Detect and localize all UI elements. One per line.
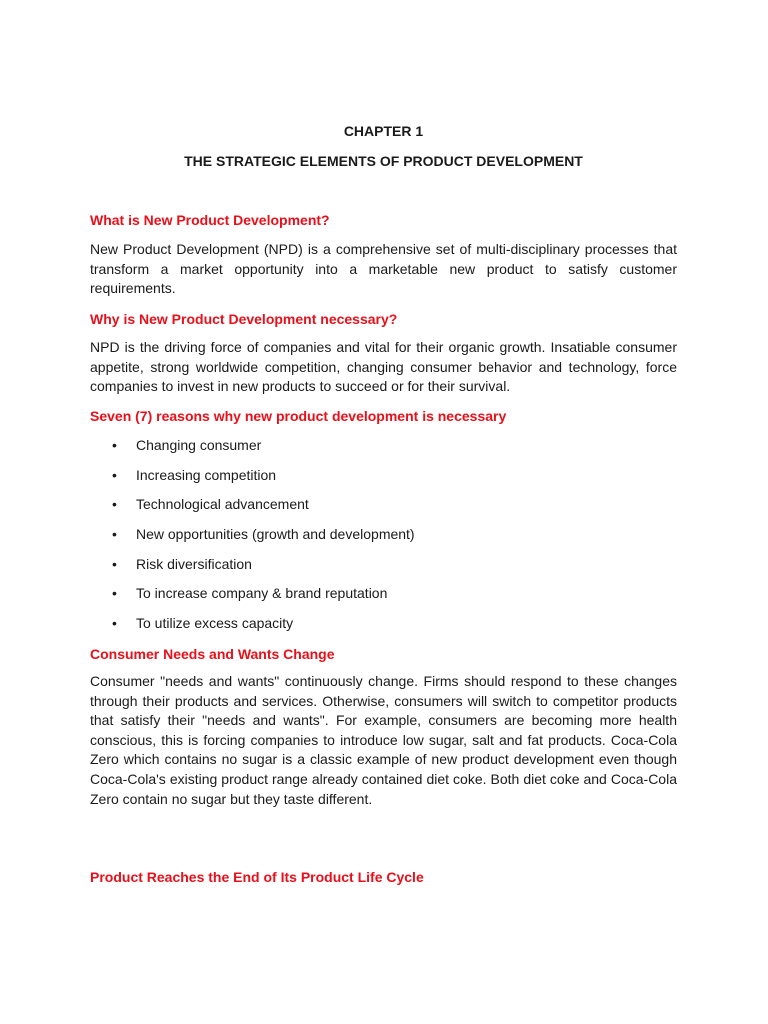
- list-item: [90, 614, 677, 644]
- paragraph-what-is-npd: New Product Development (NPD) is a comprehensive set of multi-disciplinary processes that transform a market opportunity into a marketable new product to satisfy customer requirements.: [90, 241, 677, 297]
- bullet-icon: •: [112, 585, 117, 602]
- bullet-icon: •: [112, 555, 117, 572]
- list-item-text: To utilize excess capacity: [136, 615, 294, 632]
- bullet-icon: •: [112, 437, 117, 453]
- list-item-text: Changing consumer: [136, 437, 262, 453]
- list-item-text: New opportunities (growth and development): [136, 526, 415, 543]
- chapter-label: CHAPTER 1: [343, 123, 424, 139]
- bullet-icon: •: [112, 466, 117, 483]
- list-item: [90, 555, 677, 585]
- list-item: [90, 495, 677, 525]
- heading-what-is-npd: What is New Product Development?: [90, 212, 330, 228]
- heading-needs-change: Consumer Needs and Wants Change: [90, 646, 335, 662]
- list-item: [90, 436, 677, 466]
- list-item-text: Risk diversification: [136, 555, 252, 572]
- list-item-text: Technological advancement: [136, 496, 309, 513]
- list-item: [90, 584, 677, 614]
- list-item-text: Increasing competition: [136, 466, 277, 483]
- heading-seven-reasons: Seven (7) reasons why new product development is necessary: [90, 408, 507, 424]
- heading-why-necessary: Why is New Product Development necessary?: [90, 311, 398, 327]
- bullet-icon: •: [112, 615, 117, 632]
- paragraph-why-necessary: NPD is the driving force of companies and vital for their organic growth. Insatiable consumer appetite, strong worldwide competition, changing consumer behavior and technology, force companies to invest in new products to succeed or for their survival.: [90, 339, 677, 395]
- list-item-text: To increase company & brand reputation: [136, 585, 388, 602]
- chapter-title: THE STRATEGIC ELEMENTS OF PRODUCT DEVELOPMENT: [184, 153, 583, 169]
- bullet-icon: •: [112, 496, 117, 513]
- paragraph-needs-change: Consumer "needs and wants" continuously change. Firms should respond to these changes through their products and services. Otherwise, consumers will switch to competitor products that satisfy their "needs and wants". For example, consumers are becoming more health conscious, this is forcing companies to introduce low sugar, salt and fat products. Coca-Cola Zero which contains no sugar is a classic example of new product development even though Coca-Cola's existing product range already contained diet coke. Both diet coke and Coca-Cola Zero contain no sugar but they taste different.: [90, 673, 677, 807]
- bullet-icon: •: [112, 526, 117, 543]
- heading-life-cycle: Product Reaches the End of Its Product Life Cycle: [90, 869, 424, 885]
- list-item: [90, 525, 677, 555]
- list-item: [90, 466, 677, 496]
- reasons-list: [90, 436, 677, 644]
